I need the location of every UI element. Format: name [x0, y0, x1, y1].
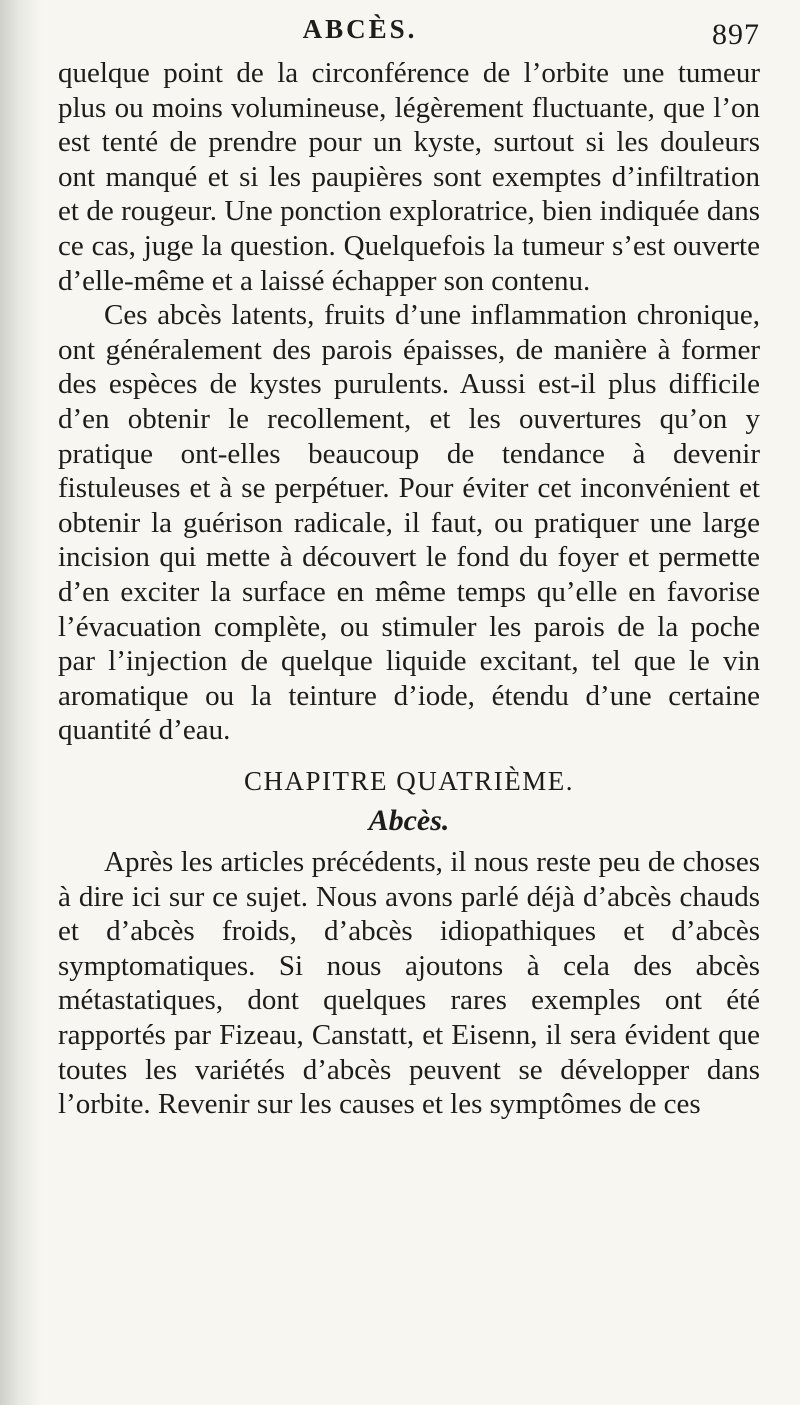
paragraph-3: Après les articles précédents, il nous reste peu de choses à dire ici sur ce sujet. Nous avons parlé déjà d’abcès chauds et d’abcès froids, d’abcès idiopathiques et d’abcès symptomatiques. Si nous ajoutons à cela des abcès métastatiques, dont quelques rares exemples ont été rapportés par Fizeau, Canstatt, et Eisenn, il sera évident que toutes les variétés d’abcès peuvent se développer dans l’orbite. Revenir sur les causes et les symptômes de ces: [58, 846, 760, 1121]
section-heading: Abcès.: [368, 804, 450, 838]
chapter-heading: CHAPITRE QUATRIÈME.: [244, 765, 574, 796]
paragraph-1: quelque point de la circonférence de l’orbite une tumeur plus ou moins volumineuse, légèrement fluctuante, que l’on est tenté de prendre pour un kyste, surtout si les douleurs ont manqué et si les paupières sont exemptes d’infiltration et de rougeur. Une ponction exploratrice, bien indiquée dans ce cas, juge la question. Quelquefois la tumeur s’est ouverte d’elle-même et a laissé échapper son contenu.: [58, 57, 760, 297]
page-number: 897: [712, 18, 760, 51]
page-header: [60, 14, 760, 54]
running-head: ABCÈS.: [302, 14, 418, 44]
page-body: [58, 56, 760, 1122]
binding-shadow: [0, 0, 42, 1405]
paragraph-2: Ces abcès latents, fruits d’une inflammation chronique, ont généralement des parois épaisses, de manière à former des espèces de kystes purulents. Aussi est-il plus difficile d’en obtenir le recollement, et les ouvertures qu’on y pratique ont-elles beaucoup de tendance à devenir fistuleuses et à se perpétuer. Pour éviter cet inconvénient et obtenir la guérison radicale, il faut, ou pratiquer une large incision qui mette à découvert le fond du foyer et permette d’en exciter la surface en même temps qu’elle en favorise l’évacuation complète, ou stimuler les parois de la poche par l’injection de quelque liquide excitant, tel que le vin aromatique ou la teinture d’iode, étendu d’une certaine quantité d’eau.: [58, 299, 760, 747]
